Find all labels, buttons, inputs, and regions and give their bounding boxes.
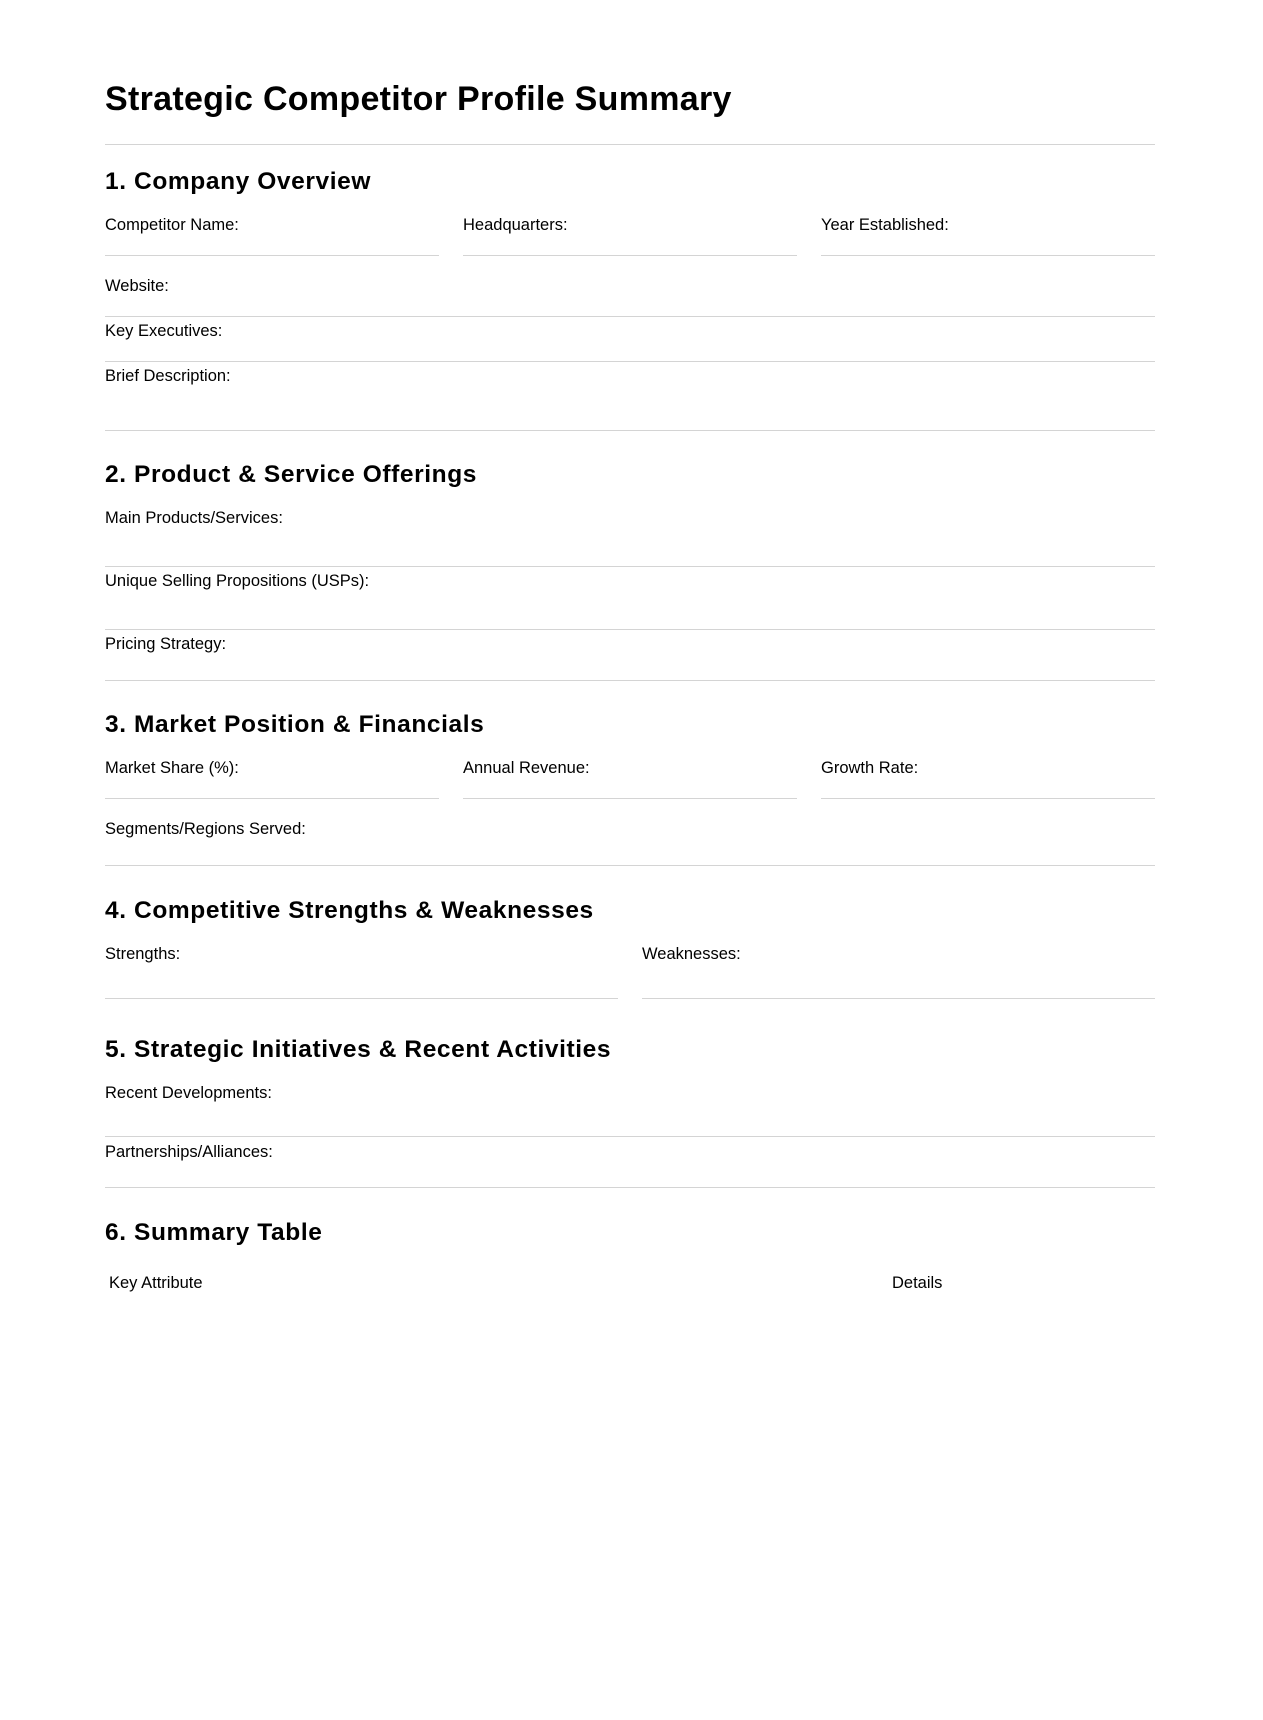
partnerships-field[interactable] <box>105 1187 1155 1188</box>
annual-revenue-field[interactable] <box>463 798 797 799</box>
section-heading-strengths-weaknesses: 4. Competitive Strengths & Weaknesses <box>105 897 594 924</box>
section-heading-market-position: 3. Market Position & Financials <box>105 711 485 738</box>
weaknesses-label: Weaknesses: <box>642 945 741 963</box>
pricing-strategy-field[interactable] <box>105 680 1155 681</box>
website-label: Website: <box>105 277 169 295</box>
segments-field[interactable] <box>105 865 1155 866</box>
key-executives-field[interactable] <box>105 361 1155 362</box>
recent-developments-field[interactable] <box>105 1136 1155 1137</box>
section-heading-strategic-initiatives: 5. Strategic Initiatives & Recent Activities <box>105 1036 612 1063</box>
year-established-field[interactable] <box>821 255 1155 256</box>
competitor-name-field[interactable] <box>105 255 439 256</box>
key-executives-label: Key Executives: <box>105 322 223 340</box>
brief-description-field[interactable] <box>105 430 1155 431</box>
growth-rate-label: Growth Rate: <box>821 759 919 777</box>
usps-label: Unique Selling Propositions (USPs): <box>105 572 370 590</box>
annual-revenue-label: Annual Revenue: <box>463 759 590 777</box>
segments-label: Segments/Regions Served: <box>105 820 306 838</box>
brief-description-label: Brief Description: <box>105 367 231 385</box>
market-share-field[interactable] <box>105 798 439 799</box>
competitor-name-label: Competitor Name: <box>105 216 239 234</box>
headquarters-field[interactable] <box>463 255 797 256</box>
strengths-label: Strengths: <box>105 945 181 963</box>
pricing-strategy-label: Pricing Strategy: <box>105 635 227 653</box>
section-heading-company-overview: 1. Company Overview <box>105 168 372 195</box>
table-header-key-attribute: Key Attribute <box>109 1274 203 1292</box>
recent-developments-label: Recent Developments: <box>105 1084 272 1102</box>
main-products-field[interactable] <box>105 566 1155 567</box>
partnerships-label: Partnerships/Alliances: <box>105 1143 273 1161</box>
weaknesses-field[interactable] <box>642 998 1155 999</box>
title-divider <box>105 144 1155 145</box>
usps-field[interactable] <box>105 629 1155 630</box>
strengths-field[interactable] <box>105 998 618 999</box>
main-products-label: Main Products/Services: <box>105 509 283 527</box>
website-field[interactable] <box>105 316 1155 317</box>
section-heading-summary-table: 6. Summary Table <box>105 1219 323 1246</box>
section-heading-product-service: 2. Product & Service Offerings <box>105 461 477 488</box>
market-share-label: Market Share (%): <box>105 759 239 777</box>
year-established-label: Year Established: <box>821 216 949 234</box>
growth-rate-field[interactable] <box>821 798 1155 799</box>
document-title: Strategic Competitor Profile Summary <box>105 80 732 118</box>
headquarters-label: Headquarters: <box>463 216 568 234</box>
table-header-details: Details <box>892 1274 943 1292</box>
